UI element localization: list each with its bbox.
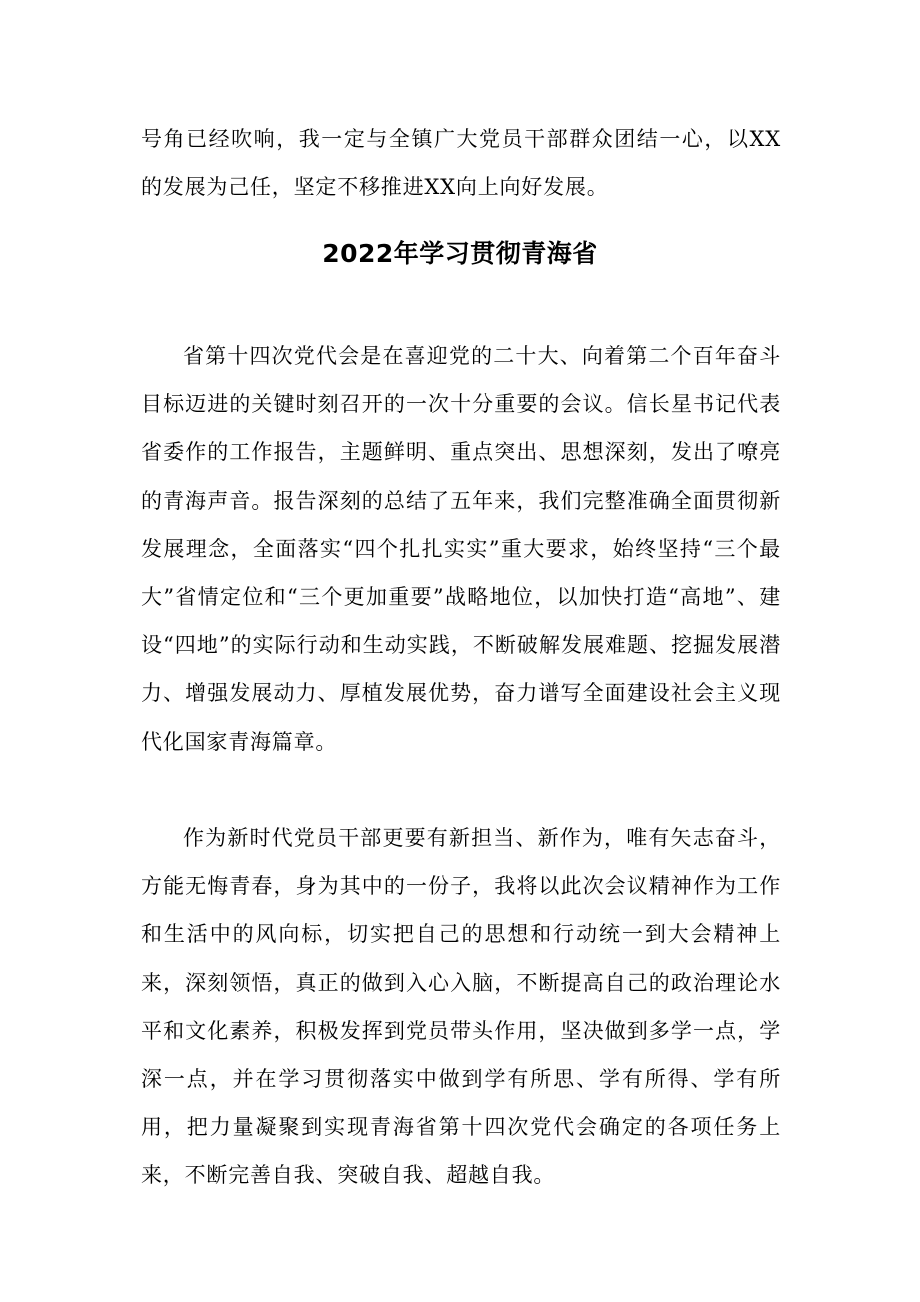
paragraph-1: 省第十四次党代会是在喜迎党的二十大、向着第二个百年奋斗目标迈进的关键时刻召开的一次十分重要的会议。信长星书记代表省委作的工作报告，主题鲜明、重点突出、思想深刻，发出了嘹亮的青海声音。报告深刻的总结了五年来，我们完整准确全面贯彻新发展理念，全面落实“四个扎扎实实”重大要求，始终坚持“三个最大”省情定位和“三个更加重要”战略地位，以加快打造“高地”、建设“四地”的实际行动和生动实践，不断破解发展难题、挖掘发展潜力、增强发展动力、厚植发展优势，奋力谱写全面建设社会主义现代化国家青海篇章。 bbox=[141, 344, 781, 754]
paragraph-2: 作为新时代党员干部更要有新担当、新作为，唯有矢志奋斗，方能无悔青春，身为其中的一份子，我将以此次会议精神作为工作和生活中的风向标，切实把自己的思想和行动统一到大会精神上来，深刻领悟，真正的做到入心入脑，不断提高自己的政治理论水平和文化素养，积极发挥到党员带头作用，坚决做到多学一点，学深一点，并在学习贯彻落实中做到学有所思、学有所得、学有所用，把力量凝聚到实现青海省第十四次党代会确定的各项任务上来，不断完善自我、突破自我、超越自我。 bbox=[141, 826, 781, 1188]
document-title: 2022年学习贯彻青海省 bbox=[322, 239, 598, 268]
paragraph-continued: 号角已经吹响，我一定与全镇广大党员干部群众团结一心，以XX的发展为己任，坚定不移推进XX向上向好发展。 bbox=[141, 127, 781, 200]
